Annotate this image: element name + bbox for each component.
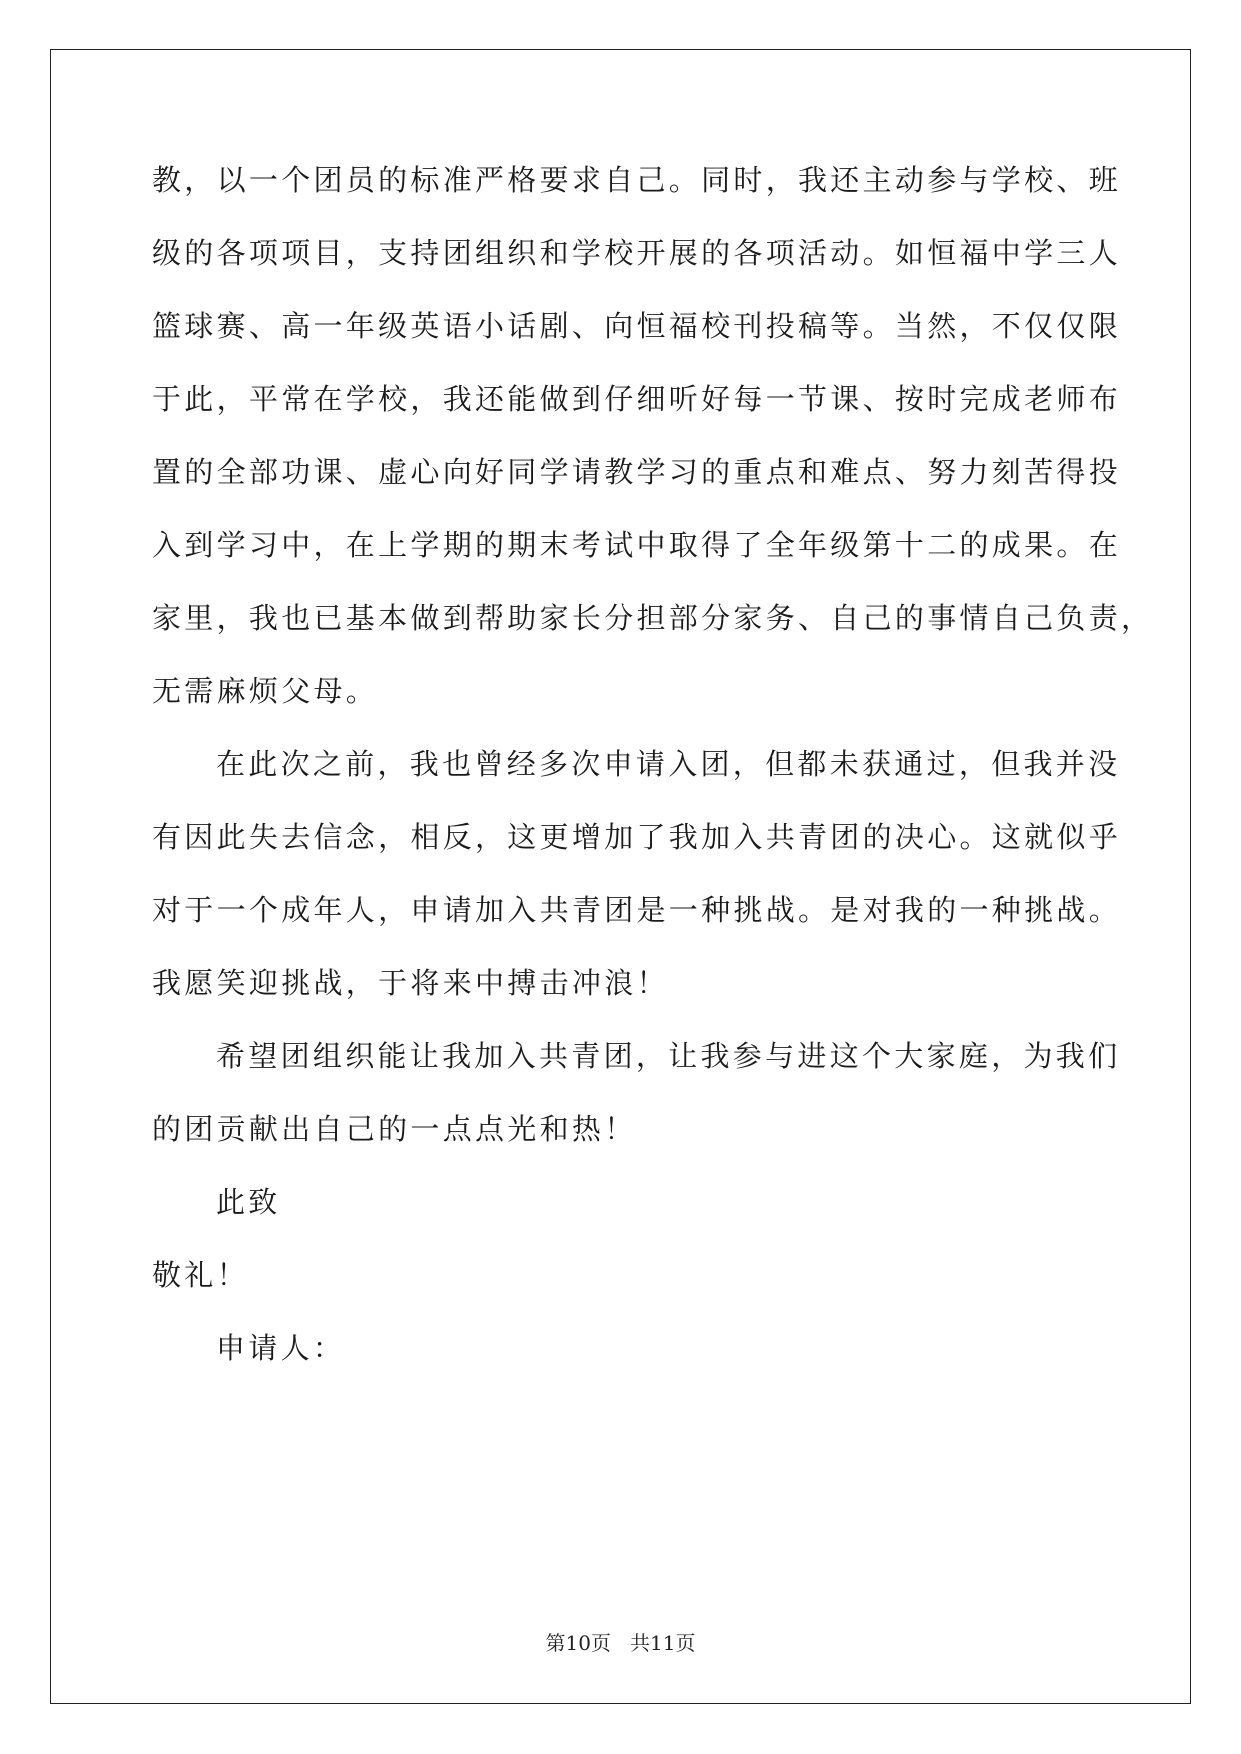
paragraph-line: 篮球赛、高一年级英语小话剧、向恒福校刊投稿等。当然，不仅仅限 — [152, 309, 1122, 343]
paragraph-line: 教，以一个团员的标准严格要求自己。同时，我还主动参与学校、班 — [152, 163, 1122, 197]
paragraph-line: 无需麻烦父母。 — [152, 674, 379, 708]
paragraph-line: 家里，我也已基本做到帮助家长分担部分家务、自己的事情自己负责， — [152, 601, 1154, 635]
paragraph-line: 入到学习中，在上学期的期末考试中取得了全年级第十二的成果。在 — [152, 528, 1122, 562]
closing-salutation: 此致 — [216, 1185, 281, 1219]
paragraph-line: 于此，平常在学校，我还能做到仔细听好每一节课、按时完成老师布 — [152, 382, 1122, 416]
paragraph-line: 级的各项项目，支持团组织和学校开展的各项活动。如恒福中学三人 — [152, 236, 1122, 270]
paragraph-line: 对于一个成年人，申请加入共青团是一种挑战。是对我的一种挑战。 — [152, 893, 1122, 927]
paragraph-line: 的团贡献出自己的一点点光和热！ — [152, 1112, 637, 1146]
page-border — [50, 49, 1191, 1704]
paragraph-line: 置的全部功课、虚心向好同学请教学习的重点和难点、努力刻苦得投 — [152, 455, 1122, 489]
paragraph-line: 有因此失去信念，相反，这更增加了我加入共青团的决心。这就似乎 — [152, 820, 1122, 854]
page-number-footer: 第10页 共11页 — [545, 1631, 696, 1655]
paragraph-line: 在此次之前，我也曾经多次申请入团，但都未获通过，但我并没 — [216, 747, 1121, 781]
paragraph-line: 我愿笑迎挑战，于将来中搏击冲浪！ — [152, 966, 669, 1000]
applicant-signature-label: 申请人： — [216, 1331, 346, 1365]
paragraph-line: 希望团组织能让我加入共青团，让我参与进这个大家庭，为我们 — [216, 1039, 1121, 1073]
closing-regards: 敬礼！ — [152, 1258, 249, 1292]
